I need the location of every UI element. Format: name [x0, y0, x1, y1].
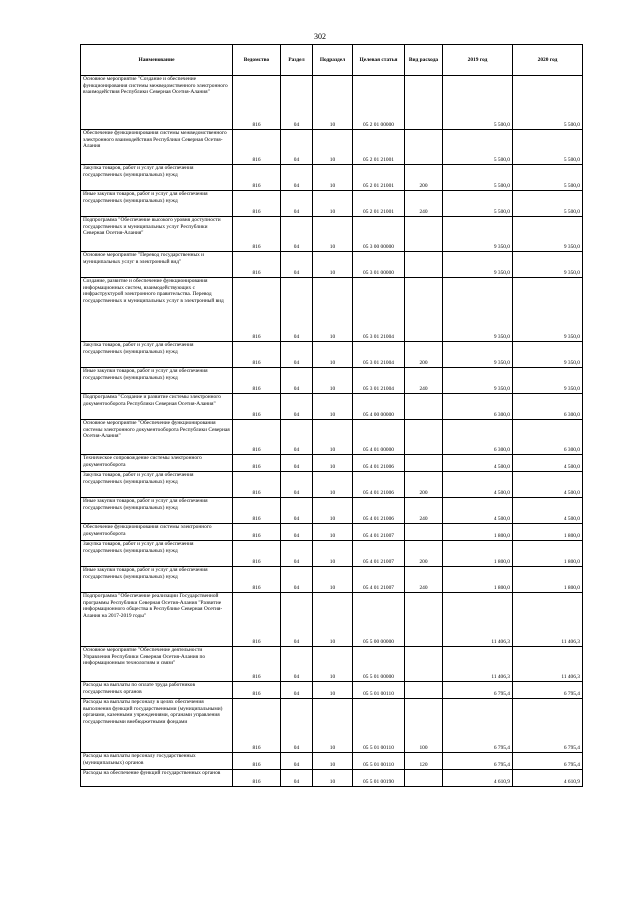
- row-amount-2020: 11 406,3: [513, 593, 583, 647]
- row-expense-type: 200: [405, 472, 443, 498]
- row-target-article: 05 3 01 21004: [353, 368, 405, 394]
- table-row: [81, 524, 583, 541]
- row-amount-2020: 4 500,0: [513, 472, 583, 498]
- row-name: Закупка товаров, работ и услуг для обеспечения государственных (муниципальных) нужд: [81, 472, 233, 498]
- table-row: [81, 252, 583, 278]
- header-section: Раздел: [281, 45, 313, 76]
- row-name: Закупка товаров, работ и услуг для обеспечения государственных (муниципальных) нужд: [81, 342, 233, 368]
- row-expense-type: 120: [405, 753, 443, 770]
- row-expense-type: [405, 76, 443, 130]
- row-amount-2020: 6 300,0: [513, 394, 583, 420]
- row-department: 816: [233, 130, 281, 165]
- row-expense-type: [405, 770, 443, 787]
- row-target-article: 05 4 01 21007: [353, 567, 405, 593]
- table-row: [81, 130, 583, 165]
- row-target-article: 05 2 01 21001: [353, 191, 405, 217]
- row-subsection: 10: [313, 130, 353, 165]
- row-section: 04: [281, 278, 313, 342]
- row-amount-2019: 1 800,0: [443, 524, 513, 541]
- row-amount-2020: 6 795,4: [513, 682, 583, 699]
- row-name: Основное мероприятие "Перевод государственных и муниципальных услуг в электронный вид": [81, 252, 233, 278]
- row-department: 816: [233, 593, 281, 647]
- row-department: 816: [233, 420, 281, 455]
- row-target-article: 05 3 01 21004: [353, 278, 405, 342]
- row-amount-2020: 9 350,0: [513, 368, 583, 394]
- row-subsection: 10: [313, 524, 353, 541]
- table-row: [81, 498, 583, 524]
- row-section: 04: [281, 76, 313, 130]
- row-section: 04: [281, 753, 313, 770]
- row-amount-2019: 5 500,0: [443, 130, 513, 165]
- table-row: [81, 699, 583, 753]
- row-subsection: 10: [313, 394, 353, 420]
- row-section: 04: [281, 541, 313, 567]
- table-row: [81, 76, 583, 130]
- table-header-row: [81, 45, 583, 76]
- row-amount-2019: 6 795,4: [443, 699, 513, 753]
- row-name: Основное мероприятие "Обеспечение деятельности Управления Республики Северная Осетия-Алания по информационным технологиям и связи": [81, 647, 233, 682]
- row-expense-type: [405, 394, 443, 420]
- row-expense-type: [405, 682, 443, 699]
- row-amount-2020: 9 350,0: [513, 217, 583, 252]
- row-subsection: 10: [313, 165, 353, 191]
- row-name: Обеспечение функционирования системы электронного документооборота: [81, 524, 233, 541]
- row-target-article: 05 2 01 00000: [353, 76, 405, 130]
- row-name: Техническое сопровождение системы электронного документооборота: [81, 455, 233, 472]
- row-section: 04: [281, 567, 313, 593]
- row-expense-type: [405, 130, 443, 165]
- row-section: 04: [281, 472, 313, 498]
- row-subsection: 10: [313, 567, 353, 593]
- header-subsection: Подраздел: [313, 45, 353, 76]
- row-amount-2020: 9 350,0: [513, 252, 583, 278]
- row-target-article: 05 5 01 00110: [353, 682, 405, 699]
- row-subsection: 10: [313, 420, 353, 455]
- table-body: [81, 76, 583, 787]
- row-target-article: 05 2 01 21001: [353, 130, 405, 165]
- row-amount-2020: 4 610,9: [513, 770, 583, 787]
- row-target-article: 05 4 01 21007: [353, 524, 405, 541]
- row-subsection: 10: [313, 699, 353, 753]
- header-name: Наименование: [81, 45, 233, 76]
- row-amount-2019: 9 350,0: [443, 217, 513, 252]
- table-row: [81, 567, 583, 593]
- table-row: [81, 541, 583, 567]
- row-name: Расходы на выплаты по оплате труда работников государственных органов: [81, 682, 233, 699]
- row-target-article: 05 5 01 00000: [353, 647, 405, 682]
- row-subsection: 10: [313, 455, 353, 472]
- table-row: [81, 593, 583, 647]
- row-subsection: 10: [313, 593, 353, 647]
- row-expense-type: [405, 278, 443, 342]
- row-subsection: 10: [313, 682, 353, 699]
- row-department: 816: [233, 278, 281, 342]
- row-name: Основное мероприятие "Создание и обеспечение функционирования системы межведомственного электронного взаимодействия Республики Северная Осетия-Алания": [81, 76, 233, 130]
- row-section: 04: [281, 368, 313, 394]
- row-department: 816: [233, 191, 281, 217]
- row-department: 816: [233, 165, 281, 191]
- row-amount-2020: 6 300,0: [513, 420, 583, 455]
- table-row: [81, 753, 583, 770]
- row-subsection: 10: [313, 541, 353, 567]
- row-amount-2019: 9 350,0: [443, 252, 513, 278]
- table-row: [81, 342, 583, 368]
- row-department: 816: [233, 699, 281, 753]
- row-target-article: 05 5 01 00190: [353, 770, 405, 787]
- row-section: 04: [281, 593, 313, 647]
- row-expense-type: 200: [405, 342, 443, 368]
- row-amount-2019: 4 500,0: [443, 472, 513, 498]
- row-amount-2020: 1 800,0: [513, 567, 583, 593]
- header-expense-type: Вид расхода: [405, 45, 443, 76]
- row-section: 04: [281, 455, 313, 472]
- row-department: 816: [233, 524, 281, 541]
- row-subsection: 10: [313, 498, 353, 524]
- row-subsection: 10: [313, 753, 353, 770]
- header-2020: 2020 год: [513, 45, 583, 76]
- row-amount-2020: 11 406,3: [513, 647, 583, 682]
- row-subsection: 10: [313, 770, 353, 787]
- row-expense-type: 100: [405, 699, 443, 753]
- row-section: 04: [281, 420, 313, 455]
- row-target-article: 05 5 00 00000: [353, 593, 405, 647]
- row-amount-2019: 6 795,4: [443, 753, 513, 770]
- row-target-article: 05 4 01 00000: [353, 420, 405, 455]
- row-name: Расходы на обеспечение функций государственных органов: [81, 770, 233, 787]
- row-subsection: 10: [313, 647, 353, 682]
- row-name: Обеспечение функционирования системы межведомственного электронного взаимодействия Республики Северная Осетия-Алания: [81, 130, 233, 165]
- row-department: 816: [233, 472, 281, 498]
- row-section: 04: [281, 130, 313, 165]
- row-department: 816: [233, 368, 281, 394]
- row-amount-2020: 1 800,0: [513, 541, 583, 567]
- row-department: 816: [233, 394, 281, 420]
- row-amount-2020: 5 500,0: [513, 76, 583, 130]
- row-amount-2020: 6 795,4: [513, 753, 583, 770]
- row-department: 816: [233, 567, 281, 593]
- row-target-article: 05 4 00 00000: [353, 394, 405, 420]
- row-subsection: 10: [313, 368, 353, 394]
- row-section: 04: [281, 342, 313, 368]
- table-row: [81, 165, 583, 191]
- row-amount-2020: 4 500,0: [513, 455, 583, 472]
- row-target-article: 05 4 01 21006: [353, 498, 405, 524]
- table-row: [81, 394, 583, 420]
- row-department: 816: [233, 753, 281, 770]
- row-amount-2020: 9 350,0: [513, 278, 583, 342]
- row-amount-2019: 1 800,0: [443, 541, 513, 567]
- row-department: 816: [233, 647, 281, 682]
- row-name: Иные закупки товаров, работ и услуг для обеспечения государственных (муниципальных) нужд: [81, 498, 233, 524]
- row-amount-2019: 5 500,0: [443, 165, 513, 191]
- row-target-article: 05 4 01 21006: [353, 455, 405, 472]
- row-amount-2020: 5 500,0: [513, 130, 583, 165]
- budget-table: [80, 44, 583, 787]
- row-section: 04: [281, 770, 313, 787]
- row-amount-2020: 5 500,0: [513, 165, 583, 191]
- row-target-article: 05 5 01 00110: [353, 699, 405, 753]
- table-row: [81, 278, 583, 342]
- row-department: 816: [233, 342, 281, 368]
- row-section: 04: [281, 682, 313, 699]
- row-section: 04: [281, 498, 313, 524]
- row-department: 816: [233, 76, 281, 130]
- row-amount-2019: 4 500,0: [443, 455, 513, 472]
- row-expense-type: 200: [405, 165, 443, 191]
- header-2019: 2019 год: [443, 45, 513, 76]
- row-amount-2019: 9 350,0: [443, 278, 513, 342]
- row-amount-2019: 5 500,0: [443, 191, 513, 217]
- row-amount-2020: 5 500,0: [513, 191, 583, 217]
- row-name: Иные закупки товаров, работ и услуг для обеспечения государственных (муниципальных) нужд: [81, 567, 233, 593]
- row-department: 816: [233, 252, 281, 278]
- row-name: Расходы на выплаты персоналу государственных (муниципальных) органов: [81, 753, 233, 770]
- row-section: 04: [281, 524, 313, 541]
- row-section: 04: [281, 217, 313, 252]
- row-expense-type: [405, 524, 443, 541]
- header-department: Ведомство: [233, 45, 281, 76]
- row-name: Подпрограмма "Обеспечение реализации Государственной программы Республики Северная Осетия-Алания "Развитие информационного общества в Республике Северная Осетия-Алания на 2017-2019 годы": [81, 593, 233, 647]
- row-section: 04: [281, 699, 313, 753]
- row-name: Закупка товаров, работ и услуг для обеспечения государственных (муниципальных) нужд: [81, 165, 233, 191]
- row-name: Иные закупки товаров, работ и услуг для обеспечения государственных (муниципальных) нужд: [81, 368, 233, 394]
- row-target-article: 05 3 01 21004: [353, 342, 405, 368]
- row-subsection: 10: [313, 472, 353, 498]
- row-amount-2019: 6 300,0: [443, 420, 513, 455]
- row-expense-type: [405, 420, 443, 455]
- table-row: [81, 647, 583, 682]
- row-department: 816: [233, 498, 281, 524]
- row-department: 816: [233, 770, 281, 787]
- row-amount-2020: 9 350,0: [513, 342, 583, 368]
- row-expense-type: 240: [405, 498, 443, 524]
- row-amount-2019: 11 406,3: [443, 593, 513, 647]
- table-row: [81, 368, 583, 394]
- table-row: [81, 420, 583, 455]
- row-amount-2019: 6 300,0: [443, 394, 513, 420]
- row-department: 816: [233, 217, 281, 252]
- table-row: [81, 472, 583, 498]
- row-name: Расходы на выплаты персоналу в целях обеспечения выполнения функций государственными (муниципальными) органами, казенными учреждениями, органами управления государственными внебюджетными фондами: [81, 699, 233, 753]
- row-amount-2019: 9 350,0: [443, 368, 513, 394]
- table-row: [81, 682, 583, 699]
- row-section: 04: [281, 394, 313, 420]
- row-target-article: 05 4 01 21006: [353, 472, 405, 498]
- row-amount-2019: 4 610,9: [443, 770, 513, 787]
- row-expense-type: 240: [405, 191, 443, 217]
- row-amount-2019: 5 500,0: [443, 76, 513, 130]
- table-row: [81, 455, 583, 472]
- row-amount-2019: 11 406,3: [443, 647, 513, 682]
- row-target-article: 05 5 01 00110: [353, 753, 405, 770]
- row-name: Подпрограмма "Обеспечение высокого уровня доступности государственных и муниципальных услуг Республики Северная Осетия-Алания": [81, 217, 233, 252]
- row-expense-type: 240: [405, 567, 443, 593]
- header-target-article: Целевая статья: [353, 45, 405, 76]
- table-row: [81, 191, 583, 217]
- row-amount-2020: 1 800,0: [513, 524, 583, 541]
- page-number: 302: [314, 32, 326, 41]
- row-amount-2019: 6 795,4: [443, 682, 513, 699]
- row-subsection: 10: [313, 217, 353, 252]
- row-expense-type: [405, 647, 443, 682]
- row-name: Подпрограмма "Создание и развитие системы электронного документооборота Республики Северная Осетия-Алания": [81, 394, 233, 420]
- row-name: Закупка товаров, работ и услуг для обеспечения государственных (муниципальных) нужд: [81, 541, 233, 567]
- row-expense-type: [405, 252, 443, 278]
- row-name: Основное мероприятие "Обеспечение функционирования системы электронного документооборота Республики Северная Осетия-Алания": [81, 420, 233, 455]
- row-department: 816: [233, 682, 281, 699]
- table-row: [81, 770, 583, 787]
- row-name: Иные закупки товаров, работ и услуг для обеспечения государственных (муниципальных) нужд: [81, 191, 233, 217]
- row-section: 04: [281, 252, 313, 278]
- row-target-article: 05 3 01 00000: [353, 252, 405, 278]
- table-row: [81, 217, 583, 252]
- row-expense-type: 200: [405, 541, 443, 567]
- row-department: 816: [233, 455, 281, 472]
- row-target-article: 05 3 00 00000: [353, 217, 405, 252]
- row-amount-2019: 4 500,0: [443, 498, 513, 524]
- row-subsection: 10: [313, 191, 353, 217]
- row-amount-2019: 9 350,0: [443, 342, 513, 368]
- row-expense-type: 240: [405, 368, 443, 394]
- row-amount-2020: 4 500,0: [513, 498, 583, 524]
- row-amount-2020: 6 795,4: [513, 699, 583, 753]
- row-subsection: 10: [313, 342, 353, 368]
- row-section: 04: [281, 191, 313, 217]
- row-amount-2019: 1 800,0: [443, 567, 513, 593]
- row-section: 04: [281, 165, 313, 191]
- row-target-article: 05 2 01 21001: [353, 165, 405, 191]
- row-target-article: 05 4 01 21007: [353, 541, 405, 567]
- row-expense-type: [405, 593, 443, 647]
- row-section: 04: [281, 647, 313, 682]
- row-subsection: 10: [313, 76, 353, 130]
- row-expense-type: [405, 455, 443, 472]
- row-name: Создание, развитие и обеспечение функционирования информационных систем, взаимодействующих с инфраструктурой электронного правительства. Перевод государственных и муниципальных услуг в электронный вид: [81, 278, 233, 342]
- row-expense-type: [405, 217, 443, 252]
- row-subsection: 10: [313, 252, 353, 278]
- row-department: 816: [233, 541, 281, 567]
- row-subsection: 10: [313, 278, 353, 342]
